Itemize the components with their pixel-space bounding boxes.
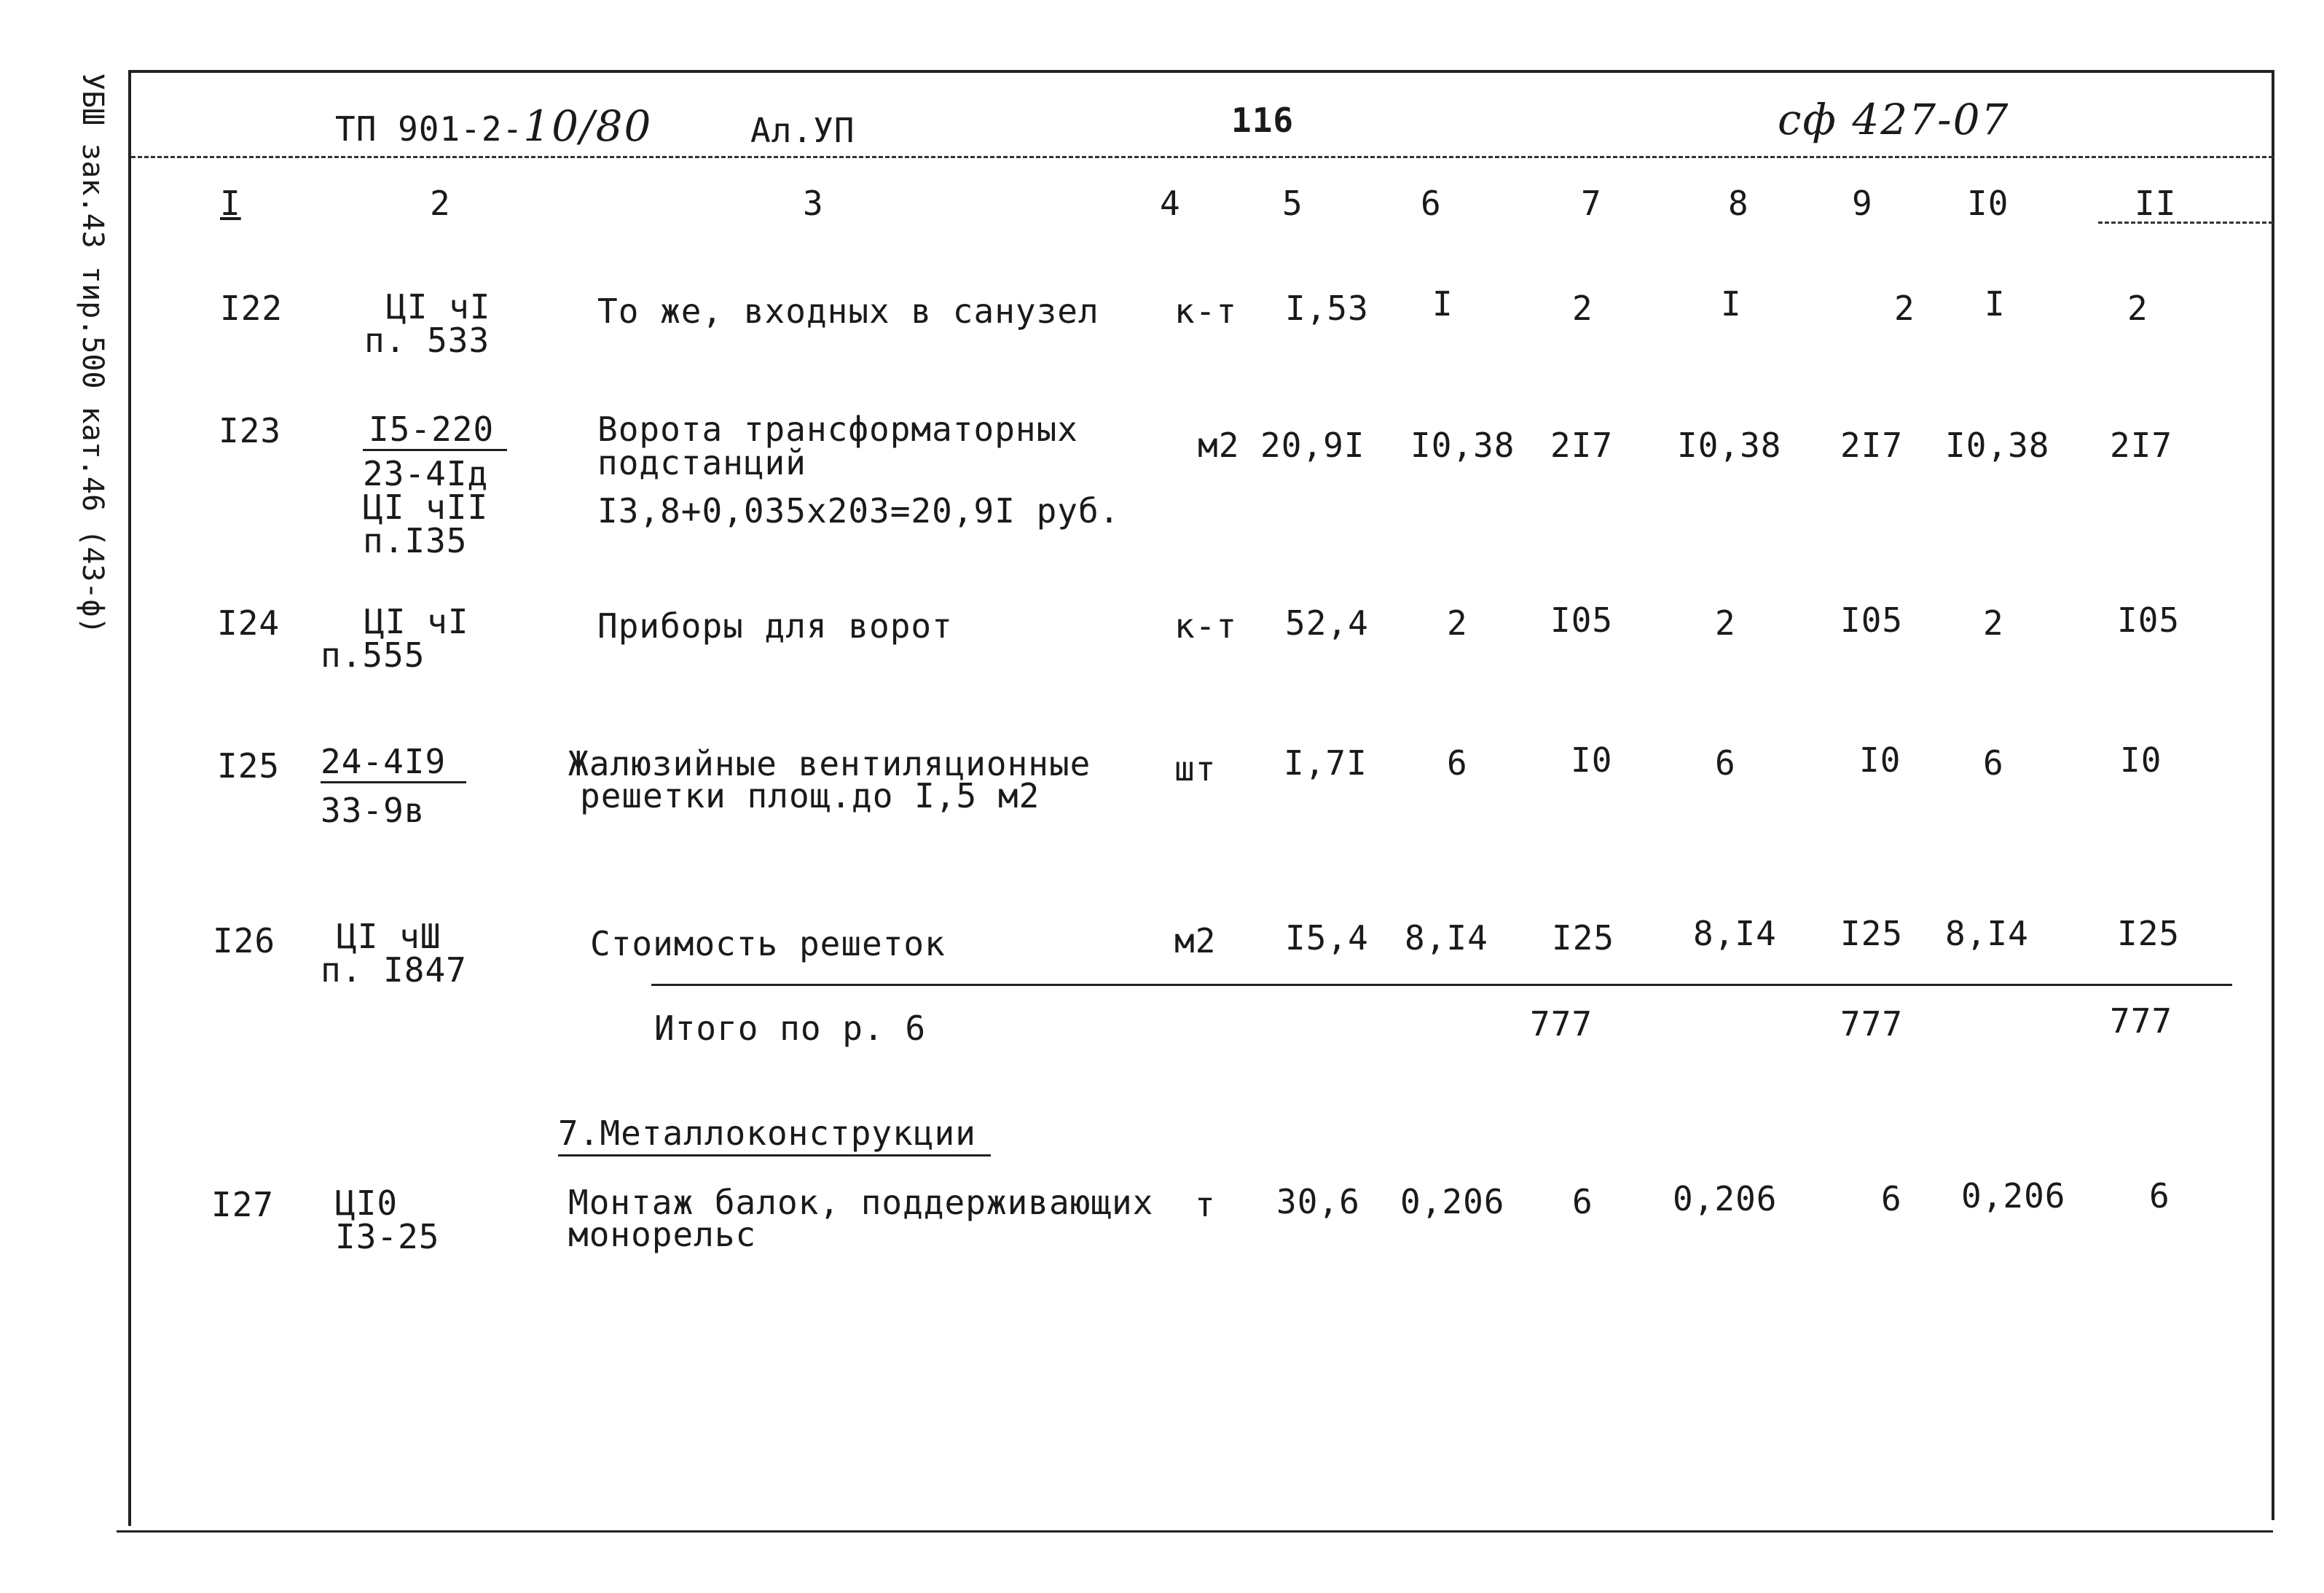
sheet-number: сф 427-07 [1778, 95, 2010, 144]
col-9: 9 [1852, 184, 1873, 223]
row-number: I23 [219, 411, 282, 450]
row-c9: I0 [1859, 740, 1901, 780]
frame-left [128, 70, 131, 1526]
row-unit: к-т [1174, 291, 1238, 331]
row-c6: 8,I4 [1405, 918, 1488, 958]
header-album: Ал.УП [750, 111, 855, 150]
row-c8: 6 [1715, 743, 1736, 783]
row-c11: I25 [2117, 914, 2180, 953]
row-c7: 6 [1572, 1182, 1593, 1221]
row-number: I22 [220, 289, 283, 328]
row-reference [335, 1183, 440, 1256]
row-c6: 6 [1447, 743, 1468, 783]
columns-divider [2098, 222, 2273, 224]
reference-line: п.555 [321, 635, 425, 675]
row-number: I24 [217, 603, 280, 643]
section-heading: 7.Металлоконструкции [558, 1115, 991, 1156]
reference-line: ЦI чII [363, 488, 489, 527]
row-reference [363, 410, 507, 560]
row-c6: 0,206 [1400, 1182, 1505, 1221]
col-6: 6 [1421, 184, 1442, 223]
row-c10: I0,38 [1945, 426, 2050, 465]
reference-line: 24-4I9 [321, 745, 466, 783]
row-unit: м2 [1198, 426, 1240, 465]
row-reference [321, 602, 469, 675]
col-5: 5 [1282, 184, 1303, 223]
row-c8: 2 [1715, 603, 1736, 643]
col-8: 8 [1728, 184, 1749, 223]
row-c11: 2 [2127, 289, 2148, 328]
description-line: решетки площ.до I,5 м2 [580, 776, 1040, 815]
row-reference [364, 287, 491, 360]
row-c9: I25 [1840, 914, 1904, 953]
row-c6: I [1432, 284, 1453, 324]
col-3: 3 [803, 184, 824, 223]
description-line: монорельс [568, 1215, 757, 1254]
frame-right [2272, 70, 2274, 1520]
row-c10: 8,I4 [1945, 914, 2029, 953]
row-description: Стоимость решеток [590, 924, 946, 963]
row-c11: 2I7 [2110, 426, 2173, 465]
reference-line: п.I35 [363, 521, 468, 560]
description-line: Монтаж балок, поддерживающих [568, 1183, 1154, 1222]
description-line: I3,8+0,035х203=20,9I руб. [597, 491, 1120, 531]
col-11: II [2135, 184, 2177, 223]
row-c8: I0,38 [1677, 426, 1782, 465]
row-unit: шт [1174, 749, 1217, 788]
row-c5: 20,9I [1260, 426, 1365, 465]
row-c7: I0 [1571, 740, 1613, 780]
col-4: 4 [1160, 184, 1181, 223]
row-unit: м2 [1174, 921, 1217, 960]
header-divider [131, 156, 2273, 158]
row-c8: I [1721, 284, 1742, 324]
row-c9: 2I7 [1840, 426, 1904, 465]
row-c8: 8,I4 [1693, 914, 1777, 953]
reference-line: ЦI чI [386, 287, 491, 326]
reference-line: I5-220 [363, 412, 507, 451]
subtotal-c11: 777 [2110, 1001, 2173, 1041]
row-reference [321, 917, 467, 990]
row-c5: 30,6 [1276, 1182, 1360, 1221]
reference-line: п. 533 [364, 321, 490, 360]
row-c5: I5,4 [1285, 918, 1369, 958]
row-c8: 0,206 [1673, 1179, 1778, 1218]
reference-line: п. I847 [321, 950, 467, 990]
row-c11: I05 [2117, 600, 2180, 640]
row-description: Приборы для ворот [597, 606, 953, 646]
row-c10: 0,206 [1961, 1176, 2066, 1216]
frame-top [131, 70, 2273, 73]
row-description [597, 410, 1120, 531]
row-description [568, 1183, 1154, 1254]
row-c11: I0 [2120, 740, 2162, 780]
code-handwritten: 10/80 [523, 101, 653, 151]
margin-note: УБШ зак.43 тир.500 кат.46 (43-ф) [76, 73, 109, 635]
reference-line: ЦI чШ [337, 917, 441, 956]
row-c9: I05 [1840, 600, 1904, 640]
col-2: 2 [430, 184, 451, 223]
row-unit: к-т [1174, 606, 1238, 646]
reference-line: ЦI чI [364, 602, 469, 641]
row-description [568, 744, 1091, 815]
row-reference [321, 742, 466, 830]
col-7: 7 [1581, 184, 1602, 223]
frame-bottom [117, 1530, 2273, 1533]
subtotal-divider [651, 984, 2232, 986]
row-c5: 52,4 [1285, 603, 1369, 643]
reference-line: 23-4Iд [363, 454, 489, 493]
col-1: I [220, 184, 241, 223]
reference-line: I3-25 [335, 1217, 440, 1256]
code-print: ТП 901-2- [335, 109, 524, 149]
row-number: I27 [211, 1185, 275, 1224]
page-number: 116 [1231, 101, 1295, 140]
row-c7: 2 [1572, 289, 1593, 328]
description-line: Ворота трансформаторных [597, 410, 1078, 449]
row-c11: 6 [2149, 1176, 2170, 1216]
row-c7: 2I7 [1550, 426, 1614, 465]
subtotal-c9: 777 [1840, 1004, 1904, 1044]
row-number: I25 [217, 746, 280, 786]
subtotal-label: Итого по р. 6 [654, 1009, 927, 1048]
col-10: I0 [1967, 184, 2009, 223]
description-line: Жалюзийные вентиляционные [568, 744, 1091, 783]
row-c5: I,53 [1285, 289, 1369, 328]
row-c9: 6 [1881, 1179, 1902, 1218]
row-c9: 2 [1894, 289, 1915, 328]
subtotal-c7: 777 [1530, 1004, 1593, 1044]
row-unit: т [1195, 1185, 1216, 1224]
row-c6: 2 [1447, 603, 1468, 643]
row-description: То же, входных в санузел [597, 291, 1099, 331]
row-c10: I [1985, 284, 2006, 324]
row-c10: 6 [1983, 743, 2004, 783]
row-c10: 2 [1983, 603, 2004, 643]
row-number: I26 [213, 921, 276, 960]
row-c5: I,7I [1284, 743, 1367, 783]
row-c7: I05 [1550, 600, 1614, 640]
reference-line: ЦI0 [335, 1183, 399, 1223]
row-c6: I0,38 [1410, 426, 1515, 465]
row-c7: I25 [1552, 918, 1615, 958]
description-line: подстанций [597, 443, 806, 482]
reference-line: 33-9в [321, 791, 425, 830]
header-code [335, 101, 653, 151]
